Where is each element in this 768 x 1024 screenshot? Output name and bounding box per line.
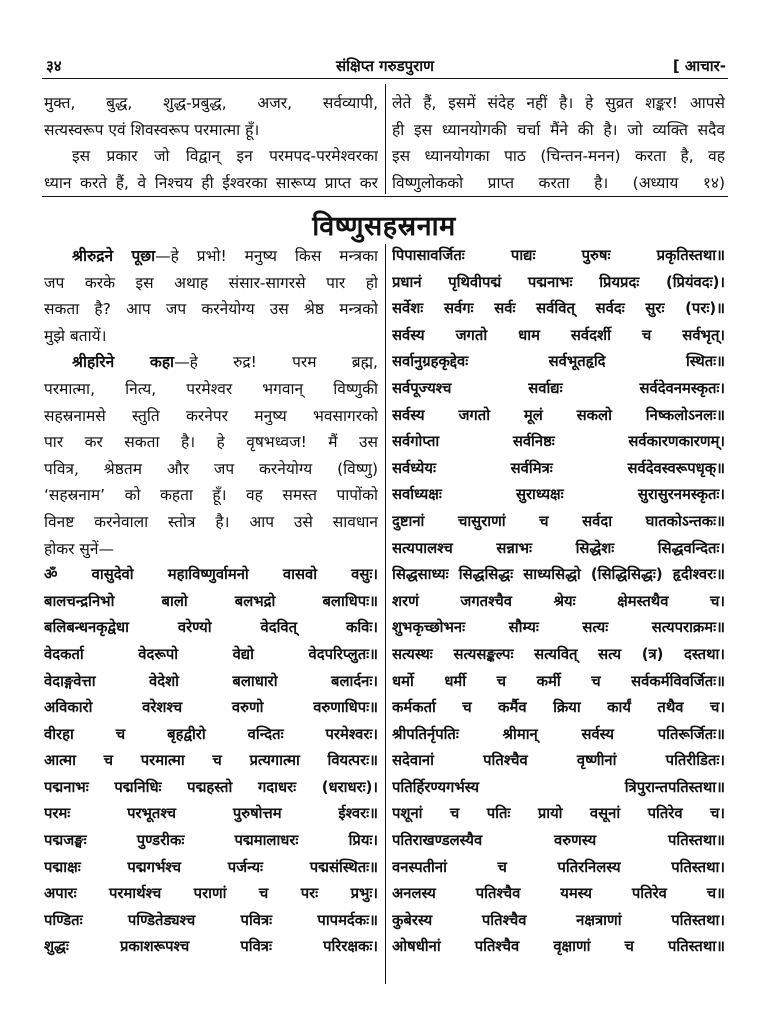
- prose-line: [44, 429, 378, 456]
- prose-line: [44, 270, 378, 297]
- speaker-label: श्रीहरिने कहा: [72, 353, 175, 372]
- prose-line: [44, 296, 378, 323]
- verse-line: अपारः परमार्थश्च पराणां च परः प्रभुः।: [44, 885, 378, 903]
- section-rule: [42, 196, 728, 197]
- prose-text: जप करके इस अथाह संसार-सागरसे पार हो: [44, 273, 378, 292]
- verse-line: सदेवानां पतिश्चैव वृष्णीनां पतिरीडितः।: [392, 752, 725, 770]
- top-left-column: [44, 90, 378, 196]
- verse-line: दुष्टानां चासुराणां च सर्वदा घातकोऽन्तकः॥: [392, 512, 725, 530]
- verse-line: बालचन्द्रनिभो बालो बलभद्रो बलाधिपः॥: [44, 592, 378, 610]
- prose-line: [44, 323, 378, 350]
- verse-line: सर्वगोप्ता सर्वनिष्ठः सर्वकारणकारणम्।: [392, 433, 725, 451]
- page-number: ३४: [46, 57, 62, 75]
- prose-text: पवित्र, श्रेष्ठतम और जप करनेयोग्य (विष्णु): [44, 459, 378, 478]
- verse-line: ओषधीनां पतिश्चैव वृक्षाणां च पतिस्तथा॥: [392, 938, 725, 956]
- prose-text: सकता है? आप जप करनेयोग्य उस श्रेष्ठ मन्त्रको: [44, 300, 378, 319]
- verse-line: सिद्धसाध्यः सिद्धसिद्धः साध्यसिद्धो (सिद्धिसिद्धः) हृदीश्वरः॥: [392, 566, 725, 584]
- prose-text: होकर सुनें—: [44, 539, 114, 558]
- right-main-column: [392, 243, 725, 961]
- prose-text: ‘सहस्रनाम’ को कहता हूँ। वह समस्त पापोंको: [44, 486, 378, 505]
- verse-line: वनस्पतीनां च पतिरनिलस्य पतिस्तथा।: [392, 858, 725, 876]
- prose-line: [44, 376, 378, 403]
- verse-line: सर्वस्य जगतो मूलं सकलो निष्कलोऽनलः॥: [392, 406, 725, 424]
- verse-line: सर्वाध्यक्षः सुराध्यक्षः सुरासुरनमस्कृतः।: [392, 486, 725, 504]
- verse-line: कर्मकर्ता च कर्मैव क्रिया कार्यं तथैव च।: [392, 699, 725, 717]
- text-line: लेते हैं, इसमें संदेह नहीं है। हे सुव्रत शङ्कर! आपसे: [392, 94, 725, 112]
- text-line: इस प्रकार जो विद्वान् इन परमपद-परमेश्वरका: [72, 147, 378, 166]
- verse-line: पण्डितः पण्डितेड्यश्च पवित्रः पापमर्दकः॥: [44, 911, 378, 929]
- verse-line: सर्वपूज्यश्च सर्वाद्यः सर्वदेवनमस्कृतः।: [392, 379, 725, 397]
- text-line: ध्यान करते हैं, वे निश्चय ही ईश्वरका सारूप्य प्राप्त कर: [44, 173, 378, 192]
- prose-line: [44, 456, 378, 483]
- verse-line: सर्वस्य जगतो धाम सर्वदर्शी च सर्वभृत्।: [392, 326, 725, 344]
- page-header: [42, 52, 728, 79]
- section-title: विष्णुसहस्रनाम: [312, 211, 456, 242]
- verse-line: पतिर्हिरण्यगर्भस्य त्रिपुरान्तपतिस्तथा॥: [392, 778, 725, 796]
- text-line: मुक्त, बुद्ध, शुद्ध-प्रबुद्ध, अजर, सर्वव्यापी,: [44, 94, 378, 112]
- verse-line: अनलस्य पतिश्चैव यमस्य पतिरेव च॥: [392, 885, 725, 903]
- speaker-label: श्रीरुद्रने पूछा: [72, 247, 156, 265]
- verse-line: प्रधानं पृथिवीपद्मं पद्मनाभः प्रियप्रदः (प्रियंवदः)।: [392, 273, 725, 291]
- prose-block: [44, 243, 378, 562]
- prose-text: —हे रुद्र! परम ब्रह्म,: [174, 353, 378, 372]
- text-line: इस ध्यानयोगका पाठ (चिन्तन-मनन) करता है, वह: [392, 147, 725, 166]
- verse-line: कुबेरस्य पतिश्चैव नक्षत्राणां पतिस्तथा।: [392, 911, 725, 929]
- verse-line: पद्मनाभः पद्मनिधिः पद्महस्तो गदाधरः (धराधरः)।: [44, 778, 378, 796]
- book-title: संक्षिप्त गरुडपुराण: [336, 57, 434, 75]
- verse-line: सर्वेशः सर्वगः सर्वः सर्ववित् सर्वदः सुरः (परः)॥: [392, 300, 725, 318]
- verse-line: पद्माक्षः पद्मगर्भश्च पर्जन्यः पद्मसंस्थितः॥: [44, 858, 378, 876]
- verse-line: सर्वानुग्रहकृद्देवः सर्वभूतहृदि स्थितः॥: [392, 353, 725, 371]
- prose-line: [44, 536, 378, 563]
- column-divider-main: [385, 244, 386, 984]
- left-main-column: [44, 243, 378, 961]
- verse-line: सर्वध्येयः सर्वमित्रः सर्वदेवस्वरूपधृक्॥: [392, 459, 725, 477]
- top-right-column: [392, 90, 725, 196]
- prose-text: मुझे बतायें।: [44, 326, 107, 345]
- prose-text: —हे प्रभो! मनुष्य किस मन्त्रका: [155, 247, 378, 265]
- text-line: विष्णुलोकको प्राप्त करता है। (अध्याय १४): [392, 173, 725, 192]
- verse-line: सत्यस्थः सत्यसङ्कल्पः सत्यवित् सत्य (त्र) दस्तथा।: [392, 645, 725, 663]
- prose-text: विनष्ट करनेवाला स्तोत्र है। आप उसे सावधान: [44, 512, 378, 531]
- verse-line: पिपासावर्जितः पाद्यः पुरुषः प्रकृतिस्तथा॥: [392, 247, 725, 264]
- verse-line: वीरहा च बृहद्वीरो वन्दितः परमेश्वरः।: [44, 725, 378, 743]
- text-line: सत्यस्वरूप एवं शिवस्वरूप परमात्मा हूँ।: [44, 120, 260, 139]
- prose-line: [44, 509, 378, 536]
- prose-text: परमात्मा, नित्य, परमेश्वर भगवान् विष्णुकी: [44, 379, 378, 398]
- verse-line: अविकारो वरेशश्च वरुणो वरुणाधिपः॥: [44, 699, 378, 717]
- prose-text: पार कर सकता है। हे वृषभध्वज! मैं उस: [44, 433, 378, 452]
- prose-line: [44, 482, 378, 509]
- verse-line: वेदकर्ता वेदरूपो वेद्यो वेदपरिप्लुतः॥: [44, 645, 378, 663]
- prose-text: सहस्रनामसे स्तुति करनेपर मनुष्य भवसागरको: [44, 406, 378, 425]
- verse-line: वेदाङ्गवेत्ता वेदेशो बलाधारो बलार्दनः।: [44, 672, 378, 690]
- verse-line: सत्यपालश्च सन्नाभः सिद्धेशः सिद्धवन्दितः।: [392, 539, 725, 557]
- verse-line: शुभकृच्छोभनः सौम्यः सत्यः सत्यपराक्रमः॥: [392, 619, 725, 637]
- verse-block: [44, 562, 378, 961]
- verse-line: परमः परभूतश्च पुरुषोत्तम ईश्वरः॥: [44, 805, 378, 823]
- column-divider-top: [385, 84, 386, 194]
- text-line: ही इस ध्यानयोगकी चर्चा मैंने की है। जो व्यक्ति सदैव: [392, 120, 725, 139]
- verse-line: धर्मो धर्मी च कर्मी च सर्वकर्मविवर्जितः॥: [392, 672, 725, 690]
- prose-line: [44, 349, 378, 376]
- running-head: [ आचार-: [672, 57, 726, 75]
- verse-line: श्रीपतिर्नृपतिः श्रीमान् सर्वस्य पतिरूर्जितः॥: [392, 725, 725, 743]
- verse-line: ॐ वासुदेवो महाविष्णुर्वामनो वासवो वसुः।: [44, 566, 378, 584]
- verse-line: पद्मजङ्घः पुण्डरीकः पद्ममालाधरः प्रियः।: [44, 832, 378, 850]
- verse-line: शुद्धः प्रकाशरूपश्च पवित्रः परिरक्षकः।: [44, 938, 378, 956]
- prose-line: [44, 403, 378, 430]
- verse-line: शरणं जगतश्चैव श्रेयः क्षेमस्तथैव च।: [392, 592, 725, 610]
- verse-line: बलिबन्धनकृद्वेधा वरेण्यो वेदवित् कविः।: [44, 619, 378, 637]
- prose-line: [44, 243, 378, 270]
- verse-line: पशूनां च पतिः प्रायो वसूनां पतिरेव च।: [392, 805, 725, 823]
- verse-line: आत्मा च परमात्मा च प्रत्यगात्मा वियत्परः॥: [44, 752, 378, 770]
- verse-line: पतिराखण्डलस्यैव वरुणस्य पतिस्तथा॥: [392, 832, 725, 850]
